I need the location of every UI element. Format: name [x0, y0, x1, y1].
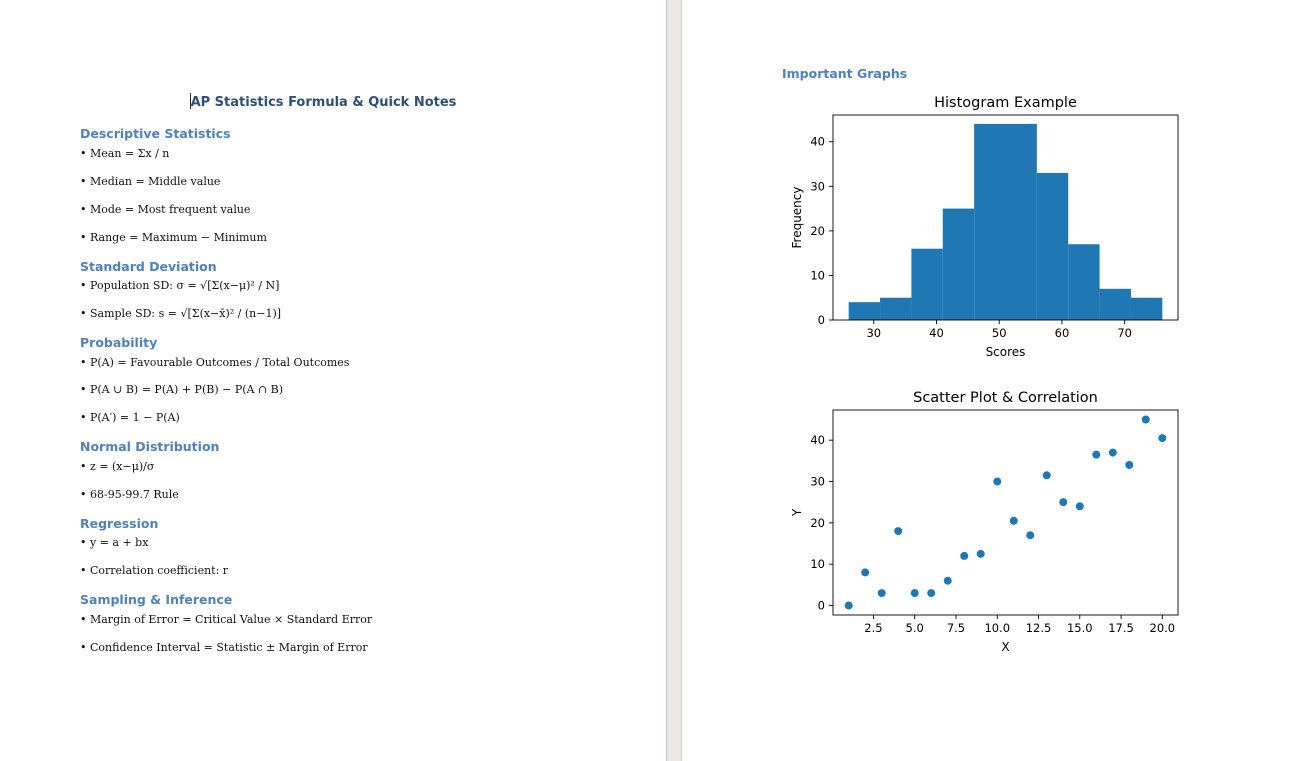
histogram-chart: [782, 88, 1192, 363]
y-tick-label: 20: [810, 223, 825, 238]
scatter-point: [894, 527, 902, 535]
x-tick-label: 17.5: [1108, 621, 1134, 635]
scatter-point: [944, 577, 952, 585]
histogram-bar: [974, 124, 1005, 320]
formula-line: • Sample SD: s = √[Σ(x−x̄)² / (n−1)]: [80, 307, 282, 320]
section-heading-descriptive-statistics: Descriptive Statistics: [80, 126, 231, 141]
y-tick-label: 30: [810, 179, 825, 194]
scatter-point: [993, 478, 1001, 486]
section-heading-normal-distribution: Normal Distribution: [80, 439, 220, 454]
x-tick-label: 5.0: [905, 621, 924, 635]
x-tick-label: 40: [929, 326, 944, 340]
formula-line: • P(A) = Favourable Outcomes / Total Outcomes: [80, 356, 350, 369]
scatter-point: [1125, 461, 1133, 469]
scatter-point: [1059, 498, 1067, 506]
formula-line: • Median = Middle value: [80, 175, 221, 188]
y-tick-label: 10: [810, 268, 825, 283]
histogram-bar: [1068, 244, 1099, 320]
formula-line: • Margin of Error = Critical Value × Standard Error: [80, 613, 373, 626]
y-tick-label: 0: [817, 598, 825, 613]
document-page-right[interactable]: [682, 0, 1306, 761]
formula-line: • Range = Maximum − Minimum: [80, 231, 267, 244]
section-heading-probability: Probability: [80, 335, 158, 350]
chart-title: Scatter Plot & Correlation: [913, 390, 1098, 406]
histogram-bar: [880, 298, 911, 320]
y-tick-label: 0: [817, 313, 825, 327]
histogram-bar: [1006, 124, 1037, 320]
scatter-point: [861, 568, 869, 576]
scatter-point: [1158, 434, 1166, 442]
x-tick-label: 7.5: [946, 621, 966, 635]
scatter-point: [878, 589, 886, 597]
scatter-point: [1010, 517, 1018, 525]
section-heading-important-graphs: Important Graphs: [782, 66, 908, 81]
x-tick-label: 60: [1054, 326, 1070, 340]
histogram-bar: [849, 302, 880, 320]
plot-frame: [833, 410, 1178, 615]
x-axis-label: X: [1001, 640, 1010, 654]
scatter-point: [1092, 451, 1100, 459]
x-tick-label: 20.0: [1149, 621, 1176, 635]
scatter-point: [911, 589, 919, 597]
histogram-bar: [1100, 289, 1131, 320]
scatter-point: [1076, 502, 1084, 510]
formula-line: • 68-95-99.7 Rule: [80, 488, 179, 501]
scatter-point: [960, 552, 968, 560]
y-axis-label: Y: [790, 508, 804, 517]
page-separator: [666, 0, 682, 761]
formula-line: • z = (x−μ)/σ: [80, 460, 155, 473]
section-heading-regression: Regression: [80, 516, 159, 531]
y-tick-label: 40: [810, 134, 825, 149]
histogram-bar: [1131, 298, 1162, 320]
scatter-point: [927, 589, 935, 597]
formula-line: • y = a + bx: [80, 536, 149, 549]
formula-line: • Correlation coefficient: r: [80, 564, 229, 577]
x-tick-label: 12.5: [1025, 621, 1052, 635]
scatter-point: [1142, 416, 1150, 424]
y-tick-label: 40: [810, 433, 825, 448]
formula-line: • Mode = Most frequent value: [80, 203, 251, 216]
x-tick-label: 15.0: [1066, 621, 1093, 635]
scatter-point: [977, 550, 985, 558]
x-tick-label: 50: [991, 326, 1007, 340]
formula-line: • Confidence Interval = Statistic ± Margin of Error: [80, 641, 368, 654]
formula-line: • Population SD: σ = √[Σ(x−μ)² / N]: [80, 279, 280, 292]
scatter-point: [1026, 531, 1034, 539]
scatter-chart: [782, 383, 1192, 658]
document-title-text: AP Statistics Formula & Quick Notes: [190, 95, 457, 110]
x-tick-label: 70: [1117, 326, 1133, 340]
formula-line: • P(A ∪ B) = P(A) + P(B) − P(A ∩ B): [80, 383, 284, 396]
y-tick-label: 20: [810, 515, 825, 530]
scatter-point: [1043, 471, 1051, 479]
y-axis-label: Frequency: [790, 186, 804, 249]
y-tick-label: 30: [810, 474, 825, 489]
histogram-bar: [1037, 173, 1068, 320]
x-tick-label: 30: [866, 326, 882, 340]
section-heading-sampling-inference: Sampling & Inference: [80, 592, 233, 607]
histogram-bar: [911, 249, 942, 320]
document-title: [0, 93, 646, 110]
section-heading-standard-deviation: Standard Deviation: [80, 259, 217, 274]
scatter-point: [845, 601, 853, 609]
scatter-point: [1109, 449, 1117, 457]
y-tick-label: 10: [810, 557, 825, 572]
formula-line: • Mean = Σx / n: [80, 147, 170, 160]
histogram-bar: [943, 209, 974, 320]
formula-line: • P(A′) = 1 − P(A): [80, 411, 180, 424]
x-tick-label: 2.5: [864, 621, 883, 635]
x-tick-label: 10.0: [984, 621, 1011, 635]
x-axis-label: Scores: [985, 345, 1026, 359]
chart-title: Histogram Example: [934, 95, 1077, 111]
